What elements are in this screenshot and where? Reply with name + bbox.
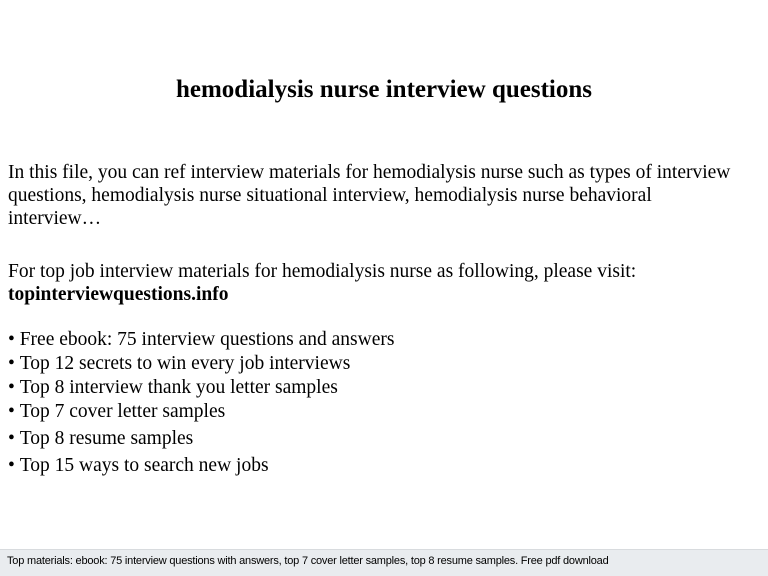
site-link[interactable]: topinterviewquestions.info xyxy=(8,284,229,305)
list-item: • Free ebook: 75 interview questions and answers xyxy=(8,328,748,352)
slide-title: hemodialysis nurse interview questions xyxy=(175,76,592,103)
list-item: • Top 8 interview thank you letter samples xyxy=(8,376,748,400)
list-item: • Top 12 secrets to win every job interviews xyxy=(8,352,748,376)
list-item: • Top 7 cover letter samples xyxy=(8,400,748,424)
intro-text: In this file, you can ref interview materials for hemodialysis nurse such as types of interview questions, hemodialysis nurse situational interview, hemodialysis nurse behavioral interview… xyxy=(8,162,731,229)
list-item: • Top 8 resume samples xyxy=(8,427,748,451)
footer-text: Top materials: ebook: 75 interview questions with answers, top 7 cover letter samples, top 8 resume samples. Free pdf download xyxy=(7,555,609,567)
footer-bar xyxy=(0,549,768,576)
list-item: • Top 15 ways to search new jobs xyxy=(8,454,748,478)
resource-list xyxy=(8,328,748,478)
visit-text: For top job interview materials for hemodialysis nurse as following, please visit: xyxy=(8,261,637,282)
intro-paragraph xyxy=(8,161,748,230)
visit-paragraph xyxy=(8,260,748,306)
